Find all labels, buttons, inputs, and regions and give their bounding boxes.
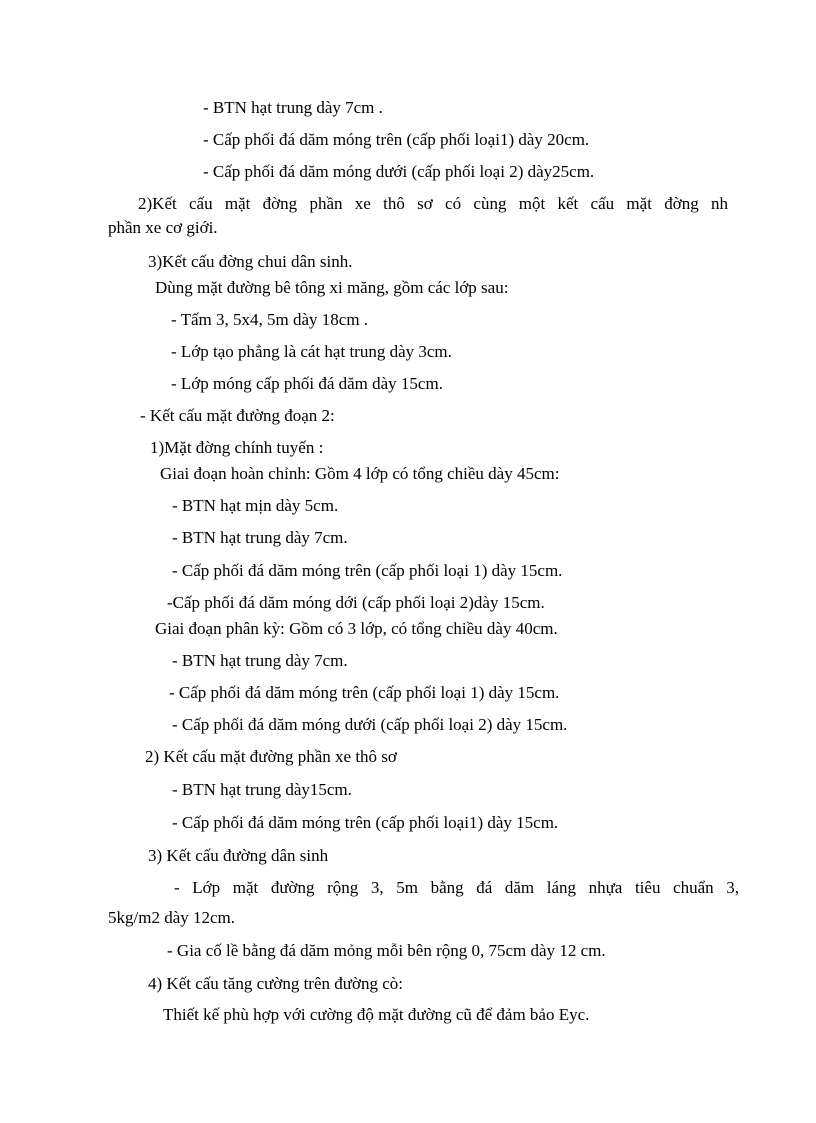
text-line: - Lớp mặt đường rộng 3, 5m bằng đá dăm láng nhựa tiêu chuẩn 3, xyxy=(174,878,739,897)
text-line: - Cấp phối đá dăm móng dưới (cấp phối loại 2) dày 15cm. xyxy=(172,715,568,734)
text-line: - Lớp tạo phẳng là cát hạt trung dày 3cm. xyxy=(171,342,452,361)
text-line: Giai đoạn phân kỳ: Gồm có 3 lớp, có tổng chiều dày 40cm. xyxy=(155,619,558,638)
text-line: 3)Kết cấu đờng chui dân sinh. xyxy=(148,252,353,271)
text-line: Thiết kế phù hợp với cường độ mặt đường cũ để đảm bảo Eyc. xyxy=(163,1005,590,1024)
text-line: 4) Kết cấu tăng cường trên đường cò: xyxy=(148,974,403,993)
text-line: 1)Mặt đờng chính tuyến : xyxy=(150,438,324,457)
text-line: 3) Kết cấu đường dân sinh xyxy=(148,846,329,865)
text-line: - Cấp phối đá dăm móng trên (cấp phối loại1) dày 20cm. xyxy=(203,130,590,149)
text-line: - Cấp phối đá dăm móng trên (cấp phối loại 1) dày 15cm. xyxy=(172,561,563,580)
text-line: Giai đoạn hoàn chỉnh: Gồm 4 lớp có tổng chiều dày 45cm: xyxy=(160,464,560,483)
text-line: - Gia cố lề bằng đá dăm mỏng mỗi bên rộng 0, 75cm dày 12 cm. xyxy=(167,941,606,960)
text-line: 2) Kết cấu mặt đường phần xe thô sơ xyxy=(145,747,397,766)
text-line: - Cấp phối đá dăm móng trên (cấp phối loại 1) dày 15cm. xyxy=(169,683,560,702)
text-line: 5kg/m2 dày 12cm. xyxy=(108,908,236,927)
text-line: - BTN hạt trung dày 7cm. xyxy=(172,528,348,547)
text-line: - BTN hạt mịn dày 5cm. xyxy=(172,496,339,515)
text-line: - Tấm 3, 5x4, 5m dày 18cm . xyxy=(171,310,369,329)
text-line: - Cấp phối đá dăm móng trên (cấp phối loại1) dày 15cm. xyxy=(172,813,559,832)
section-heading: - Kết cấu mặt đường đoạn 2: xyxy=(140,406,335,425)
text-line: 2)Kết cấu mặt đờng phần xe thô sơ có cùng một kết cấu mặt đờng nh xyxy=(138,194,728,213)
text-line: - BTN hạt trung dày 7cm. xyxy=(172,651,348,670)
text-line: - BTN hạt trung dày15cm. xyxy=(172,780,352,799)
text-line: - Lớp móng cấp phối đá dăm dày 15cm. xyxy=(171,374,443,393)
text-line: phần xe cơ giới. xyxy=(108,218,218,237)
text-line: Dùng mặt đường bê tông xi măng, gồm các lớp sau: xyxy=(155,278,509,297)
text-line: -Cấp phối đá dăm móng dới (cấp phối loại 2)dày 15cm. xyxy=(167,593,545,612)
text-line: - BTN hạt trung dày 7cm . xyxy=(203,98,383,117)
text-line: - Cấp phối đá dăm móng dưới (cấp phối loại 2) dày25cm. xyxy=(203,162,595,181)
